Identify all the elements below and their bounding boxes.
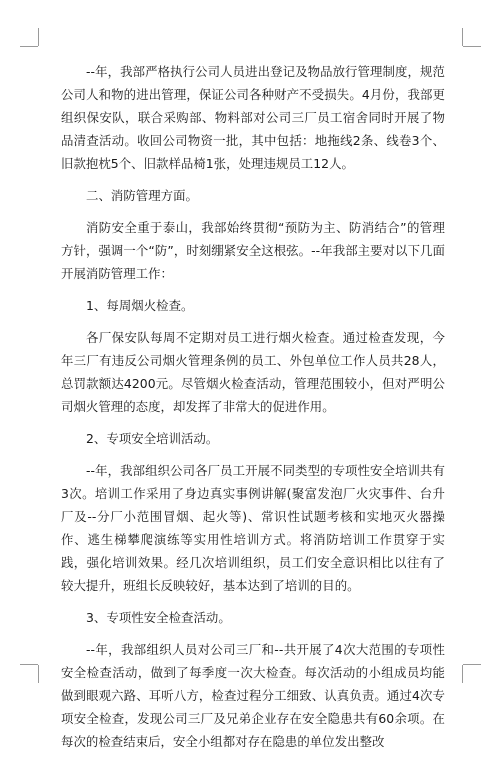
document-body xyxy=(61,60,445,762)
paragraph-intro: --年，我部严格执行公司人员进出登记及物品放行管理制度，规范公司人和物的进出管理，保证公司各种财产不受损失。4月份，我部更组织保安队，联合采购部、物料部对公司三厂员工宿舍同时开展了物品清查活动。收回公司物资一批，其中包括：地拖线2条、线卷3个、旧款抱枕5个、旧款样品椅1张，处理违规员工12人。 xyxy=(61,64,445,171)
paragraph-fire-policy: 消防安全重于泰山，我部始终贯彻“预防为主、防消结合”的管理方针，强调一个“防”，时刻绷紧安全这根弦。--年我部主要对以下几面开展消防管理工作： xyxy=(61,220,445,281)
section-heading-fire: 二、消防管理方面。 xyxy=(86,188,198,203)
subheading-training: 2、专项安全培训活动。 xyxy=(86,431,219,446)
paragraph-inspection: --年，我部组织人员对公司三厂和--共开展了4次大范围的专项性安全检查活动，做到了每季度一次大检查。每次活动的小组成员均能做到眼观六路、耳听八方，检查过程分工细致、认真负责。通过4次专项安全检查，发现公司三厂及兄弟企业存在安全隐患共有60余项。在每次的检查结束后，安全小组都对存在隐患的单位发出整改 xyxy=(61,642,445,749)
paragraph-training: --年，我部组织公司各厂员工开展不同类型的专项性安全培训共有3次。培训工作采用了身边真实事例讲解(聚富发泡厂火灾事件、台升厂及--分厂小范围冒烟、起火等)、常识性试题考核和实地灭火器操作、逃生梯攀爬演练等实用性培训方式。将消防培训工作贯穿于实践，强化培训效果。经几次培训组织，员工们安全意识相比以往有了较大提升，班组长反映较好，基本达到了培训的目的。 xyxy=(61,463,445,593)
subheading-inspection: 3、专项性安全检查活动。 xyxy=(86,610,231,625)
paragraph-weekly-check: 各厂保安队每周不定期对员工进行烟火检查。通过检查发现，今年三厂有违反公司烟火管理条例的员工、外包单位工作人员共28人，总罚款额达4200元。尽管烟火检查活动，管理范围较小，但对严明公司烟火管理的态度，却发挥了非常大的促进作用。 xyxy=(61,330,445,414)
subheading-weekly-check: 1、每周烟火检查。 xyxy=(86,298,194,313)
